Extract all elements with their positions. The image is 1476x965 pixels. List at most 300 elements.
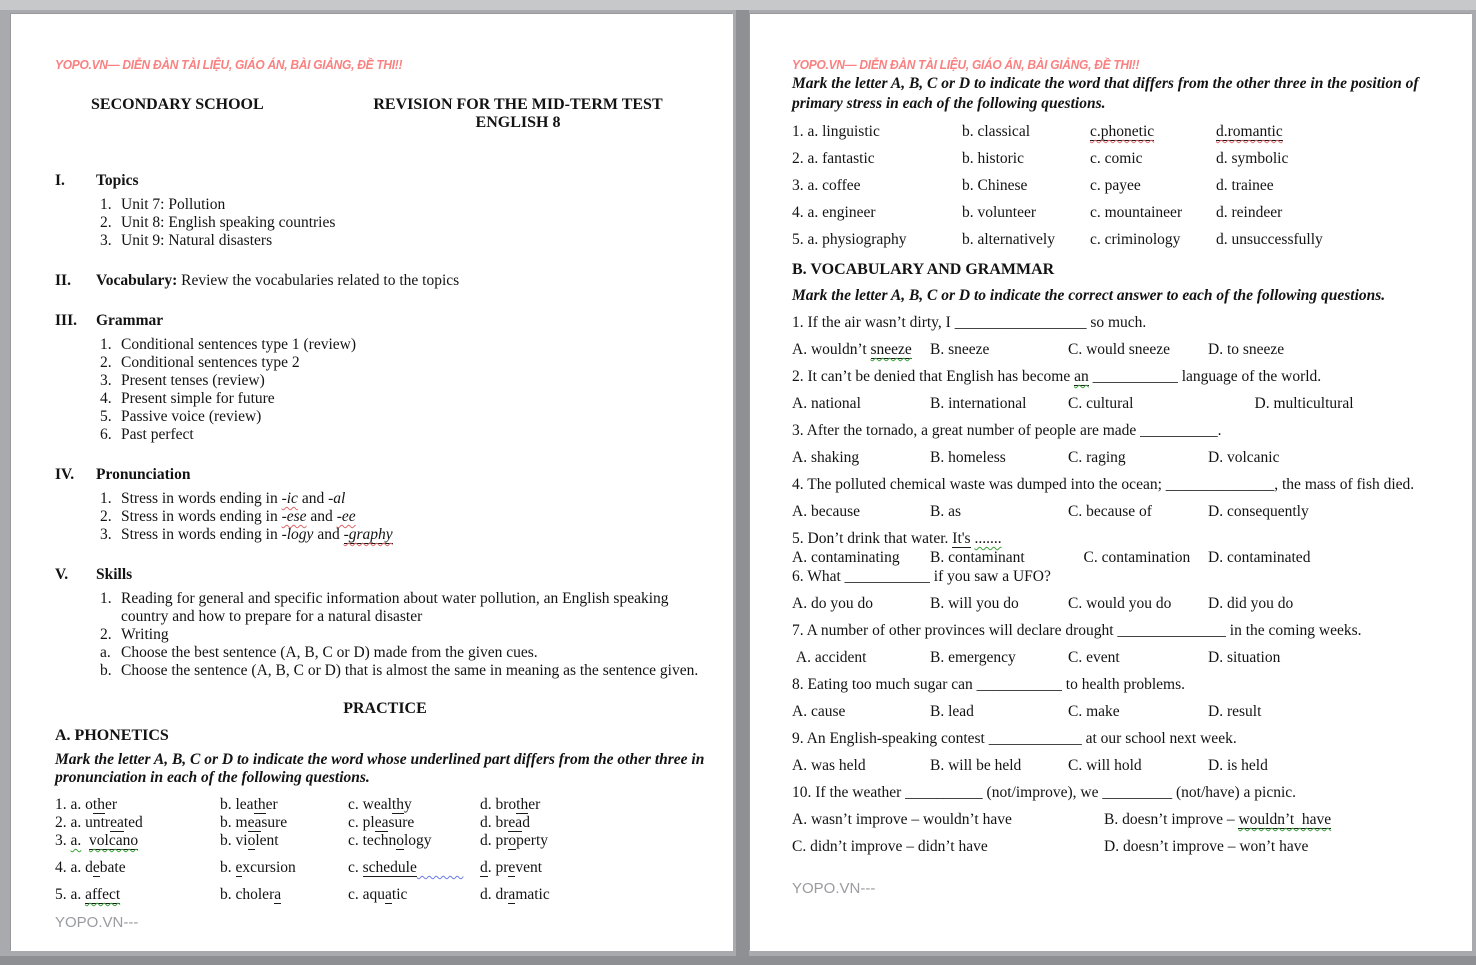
answer-option [1068,703,1208,721]
text-segment: B. will be held [930,757,1022,774]
section-items [55,590,715,680]
text-segment: B. lead [930,703,974,720]
text-segment: th [391,796,404,813]
document-header [55,96,715,132]
item-marker: 2. [100,354,112,371]
text-segment: 1. If the air wasn’t dirty, I _________________ so much. [792,314,1147,331]
text-segment: Conditional sentences type 2 [121,354,300,371]
item-marker: 3. [100,372,112,389]
text-segment: volcano [89,832,139,849]
answer-option [962,150,1090,168]
vocabulary-instruction: Mark the letter A, B, C or D to indicate the correct answer to each of the following questions. [792,287,1386,304]
section-number: I. [55,172,65,189]
question-row [792,231,1452,249]
text-segment: C. didn’t improve – didn’t have [792,838,988,855]
answer-option [930,649,1068,667]
answer-option [792,231,962,249]
question-row [792,150,1452,168]
text-segment: B. doesn’t improve – [1104,811,1239,828]
watermark: YOPO.VN— DIỄN ĐÀN TÀI LIỆU, GIÁO ÁN, BÀI GIẢNG, ĐỀ THI!! [792,58,1140,72]
vocab-question [792,568,1452,586]
text-segment: c. [348,859,363,876]
answer-option [55,886,220,904]
text-segment: c. comic [1090,150,1143,167]
outline-section-heading [55,312,715,330]
item-marker: 1. [100,590,112,607]
text-segment: c.phonetic [1090,123,1155,140]
answer-option [1068,549,1208,567]
answer-option [1068,595,1208,613]
text-segment: d. unsuccessfully [1216,231,1323,248]
text-segment: B. homeless [930,449,1006,466]
text-segment: -logy [281,526,314,543]
vocab-options [792,549,1452,567]
outline-item [100,232,715,250]
answer-option [1208,549,1452,567]
text-segment: 3. [55,832,71,849]
outline-item [100,196,715,214]
text-segment: logy [403,832,432,849]
text-segment: B. emergency [930,649,1016,666]
question-row [55,814,715,832]
vocab-question [792,784,1452,802]
section-number: II. [55,272,71,289]
text-segment: Topics [96,172,139,189]
answer-option [792,395,930,413]
text-segment: y [403,796,412,813]
text-segment: c. mountaineer [1090,204,1183,221]
text-segment: A. was held [792,757,866,774]
answer-option [930,703,1068,721]
text-segment: th [516,796,529,813]
text-segment: 1. a. o [55,796,93,813]
item-text [121,372,715,390]
outline-section-heading [55,272,715,290]
text-segment: It's [952,530,971,547]
text-segment: C. would sneeze [1068,341,1171,358]
vocab-question [792,730,1452,748]
answer-option [348,814,480,832]
phonetics-instruction: Mark the letter A, B, C or D to indicate the word whose underlined part differs from the other three in pronunciation in each of the following questions. [55,751,705,786]
answer-option [1068,395,1208,413]
vocab-options [792,811,1452,829]
answer-option [930,595,1068,613]
text-segment: B. sneeze [930,341,990,358]
item-text [121,214,715,232]
text-segment: Present simple for future [121,390,275,407]
item-marker: 1. [100,336,112,353]
text-segment: -ese [281,508,307,525]
text-segment: 1. a. linguistic [792,123,880,140]
text-segment: C. event [1068,649,1120,666]
outline-item [100,490,715,508]
answer-option [792,177,962,195]
question-row [792,177,1452,195]
text-segment: Vocabulary: [96,272,178,289]
viewer-bottom-strip [0,956,1476,965]
practice-heading: PRACTICE [343,700,427,717]
text-segment: wouldn’t have [1238,811,1332,828]
text-segment: A. national [792,395,861,412]
answer-option [1090,204,1216,222]
answer-option [1216,150,1452,168]
answer-option [792,703,930,721]
text-segment: Stress in words ending in [121,508,282,525]
item-text [121,626,715,644]
text-segment: d. dr [480,886,509,903]
text-segment: and [313,526,344,543]
answer-option [348,886,480,904]
answer-option [1208,703,1452,721]
answer-option [930,395,1068,413]
text-segment: b. choler [220,886,275,903]
answer-option [220,832,348,850]
outline-section-heading [55,172,715,190]
answer-option [930,757,1068,775]
text-segment: Choose the sentence (A, B, C or D) that is almost the same in meaning as the sentence given. [121,662,699,679]
text-segment [81,832,89,849]
item-text [121,508,715,526]
answer-option [792,811,1104,829]
text-segment: b. Chinese [962,177,1028,194]
answer-option [1208,449,1452,467]
answer-option [1208,649,1452,667]
answer-option [348,832,480,850]
text-segment: Choose the best sentence (A, B, C or D) made from the given cues. [121,644,538,661]
answer-option [792,449,930,467]
section-items [55,336,715,444]
answer-option [220,796,348,814]
text-segment: matic [515,886,550,903]
answer-option [480,886,715,904]
answer-option [1068,503,1208,521]
answer-option [792,757,930,775]
text-segment: Pronunciation [96,466,191,483]
text-segment: -ic [281,490,298,507]
text-segment: Grammar [96,312,164,329]
vocab-question [792,314,1452,332]
text-segment: d. symbolic [1216,150,1289,167]
page-right[interactable] [750,14,1472,951]
answer-option [1208,757,1452,775]
text-segment: D. result [1208,703,1262,720]
text-segment: xcursion [242,859,296,876]
answer-option [1068,649,1208,667]
text-segment: d.romantic [1216,123,1283,140]
text-segment: B. will you do [930,595,1019,612]
text-segment: 7. A number of other provinces will declare drought ______________ in the coming weeks. [792,622,1362,639]
page-divider [736,10,749,956]
answer-option [792,503,930,521]
outline-item [100,390,715,408]
vocab-options [792,341,1452,359]
text-segment: vent [515,859,542,876]
item-text [121,196,715,214]
answer-option [1208,395,1452,413]
text-segment: A. because [792,503,860,520]
section-title [96,312,715,330]
stress-instruction: Mark the letter A, B, C or D to indicate the word that differs from the other three in the position of primary stress in each of the following questions. [792,75,1419,112]
phonetics-questions [55,796,715,904]
text-segment: c. weal [348,796,392,813]
text-segment: 3. a. coffee [792,177,861,194]
answer-option [1090,177,1216,195]
document-title [321,96,715,132]
vocab-options [792,649,1452,667]
answer-option [1068,449,1208,467]
text-segment: c. aqu [348,886,386,903]
text-segment: . pr [487,859,509,876]
answer-option [930,449,1068,467]
text-segment: 5. a. [55,886,86,903]
text-segment: ea [508,814,523,831]
text-segment: 4. a. d [55,859,93,876]
answer-option [1068,341,1208,359]
answer-option [930,503,1068,521]
answer-option [930,341,1068,359]
text-segment: Passive voice (review) [121,408,262,425]
text-segment: Unit 8: English speaking countries [121,214,336,231]
text-segment: 6. What ___________ if you saw a UFO? [792,568,1051,585]
section-items [55,196,715,250]
text-segment: 3. After the tornado, a great number of people are made __________. [792,422,1222,439]
answer-option [1090,231,1216,249]
outline-item [100,408,715,426]
vocab-options [792,449,1452,467]
item-text [121,336,715,354]
text-segment: D. multicultural [1208,395,1354,412]
text-segment: d. reindeer [1216,204,1283,221]
answer-option [792,341,930,359]
text-segment: d. trainee [1216,177,1274,194]
vocab-options [792,595,1452,613]
question-row [55,859,715,877]
answer-option [1216,177,1452,195]
answer-option [480,832,715,850]
outline-section-heading [55,466,715,484]
text-segment: D. situation [1208,649,1281,666]
text-segment: and [306,508,337,525]
text-segment: -graphy [343,526,393,543]
section-items [55,490,715,544]
item-marker: a. [100,644,111,661]
item-marker: 1. [100,196,112,213]
text-segment: and [297,490,329,507]
text-segment: Skills [96,566,133,583]
vocab-options [792,703,1452,721]
text-segment: B. international [930,395,1027,412]
text-segment: er [528,796,541,813]
item-marker: 3. [100,232,112,249]
answer-option [220,886,348,904]
vocab-options [792,503,1452,521]
answer-option [55,814,220,832]
text-segment: tic [391,886,408,903]
question-row [55,796,715,814]
vocab-options [792,757,1452,775]
text-segment: 4. a. engineer [792,204,876,221]
text-segment: d. br [480,814,509,831]
answer-option [480,796,715,814]
item-marker: b. [100,662,112,679]
section-title [96,272,715,290]
answer-option [1216,204,1452,222]
answer-option [792,123,962,141]
page-left[interactable] [11,14,733,951]
text-segment: -al [328,490,346,507]
text-segment: er [104,796,117,813]
text-segment: C. raging [1068,449,1126,466]
outline-item [100,644,715,662]
text-segment: 8. Eating too much sugar can ___________ to health problems. [792,676,1186,693]
text-segment: Unit 7: Pollution [121,196,226,213]
text-segment: D. contaminated [1208,549,1311,566]
vocab-options [792,838,1452,856]
text-segment: 2. a. untr [55,814,111,831]
phonetics-heading: A. PHONETICS [55,727,169,744]
text-segment: b. volunteer [962,204,1037,221]
section-number: V. [55,566,69,583]
text-segment: c. payee [1090,177,1141,194]
text-segment: Unit 9: Natural disasters [121,232,273,249]
answer-option [1216,231,1452,249]
text-segment: ted [123,814,143,831]
title-line-2: ENGLISH 8 [475,114,561,131]
title-line-1: REVISION FOR THE MID-TERM TEST [373,96,663,113]
item-text [121,390,715,408]
answer-option [792,838,1104,856]
text-segment: o [508,832,517,849]
item-marker: 6. [100,426,112,443]
text-segment: o [247,832,256,849]
text-segment: er [265,796,278,813]
vocab-question [792,476,1452,494]
text-segment: Review the vocabularies related to the topics [177,272,460,289]
answer-option [1208,341,1452,359]
outline-item [100,508,715,526]
viewer-top-strip [0,0,1476,10]
text-segment: A. accident [792,649,867,666]
item-marker: 2. [100,626,112,643]
text-segment: 4. The polluted chemical waste was dumped into the ocean; ______________, the mass of fish died. [792,476,1415,493]
stress-questions [792,123,1452,249]
text-segment: ea [110,814,124,831]
outline-item [100,426,715,444]
text-segment: D. to sneeze [1208,341,1285,358]
text-segment: 2. It can’t be denied that English has become [792,368,1075,385]
answer-option [1208,503,1452,521]
item-marker: 2. [100,508,112,525]
answer-option [1090,123,1216,141]
text-segment: b. alternatively [962,231,1055,248]
text-segment: d. pr [480,832,509,849]
text-segment: -ee [336,508,356,525]
school-name: SECONDARY SCHOOL [91,96,264,113]
text-segment: D. consequently [1208,503,1309,520]
answer-option [1216,123,1452,141]
answer-option [962,231,1090,249]
section-number: III. [55,312,77,329]
vocab-questions [792,314,1452,856]
text-segment: sure [388,814,415,831]
text-segment: A. cause [792,703,846,720]
item-text [121,644,715,662]
answer-option [962,177,1090,195]
text-segment: th [253,796,266,813]
text-segment: e [508,859,516,876]
text-segment: a [274,886,282,903]
item-text [121,590,715,626]
answer-option [792,150,962,168]
text-segment: schedule [362,859,417,876]
text-segment: perty [516,832,549,849]
answer-option [220,859,348,877]
question-row [792,123,1452,141]
outline-item [100,336,715,354]
answer-option [55,832,220,850]
text-segment: c. techn [348,832,397,849]
text-segment: C. would you do [1068,595,1172,612]
text-segment: e [92,859,100,876]
outline-item [100,214,715,232]
watermark: YOPO.VN— DIỄN ĐÀN TÀI LIỆU, GIÁO ÁN, BÀI GIẢNG, ĐỀ THI!! [55,58,403,72]
answer-option [1104,811,1452,829]
text-segment: ea [374,814,389,831]
text-segment: d. bro [480,796,517,813]
text-segment: D. did you do [1208,595,1294,612]
text-segment: Stress in words ending in [121,526,282,543]
vocab-question [792,368,1452,386]
item-text [121,526,715,544]
text-segment: ....... [974,530,1002,547]
outline-item [100,526,715,544]
text-segment: ea [247,814,262,831]
text-segment: b. m [220,814,248,831]
outline-item [100,590,715,626]
item-text [121,490,715,508]
page-footer: YOPO.VN--- [55,914,139,931]
answer-option [348,796,480,814]
section-title [96,172,715,190]
outline-item [100,354,715,372]
item-text [121,662,715,680]
answer-option [792,204,962,222]
text-segment: th [92,796,105,813]
text-segment: C. will hold [1068,757,1142,774]
text-segment: D. is held [1208,757,1268,774]
item-marker: 4. [100,390,112,407]
question-row [55,832,715,850]
text-segment: Stress in words ending in [121,490,282,507]
text-segment: A. wasn’t improve – wouldn’t have [792,811,1012,828]
answer-option [792,549,930,567]
answer-option [792,595,930,613]
item-marker: 5. [100,408,112,425]
answer-option [930,549,1068,567]
text-segment [417,859,464,876]
answer-option [1208,595,1452,613]
text-segment: 9. An English-speaking contest ____________ at our school next week. [792,730,1237,747]
vocab-question [792,422,1452,440]
text-segment: 5. a. physiography [792,231,907,248]
text-segment: sneeze [870,341,912,358]
text-segment: Reading for general and specific information about water pollution, an English speaking country and how to prepare for a natural disaster [121,590,673,625]
text-segment: C. because of [1068,503,1152,520]
item-text [121,408,715,426]
text-segment: d [480,859,488,876]
text-segment: D. doesn’t improve – won’t have [1104,838,1309,855]
outline-item [100,626,715,644]
